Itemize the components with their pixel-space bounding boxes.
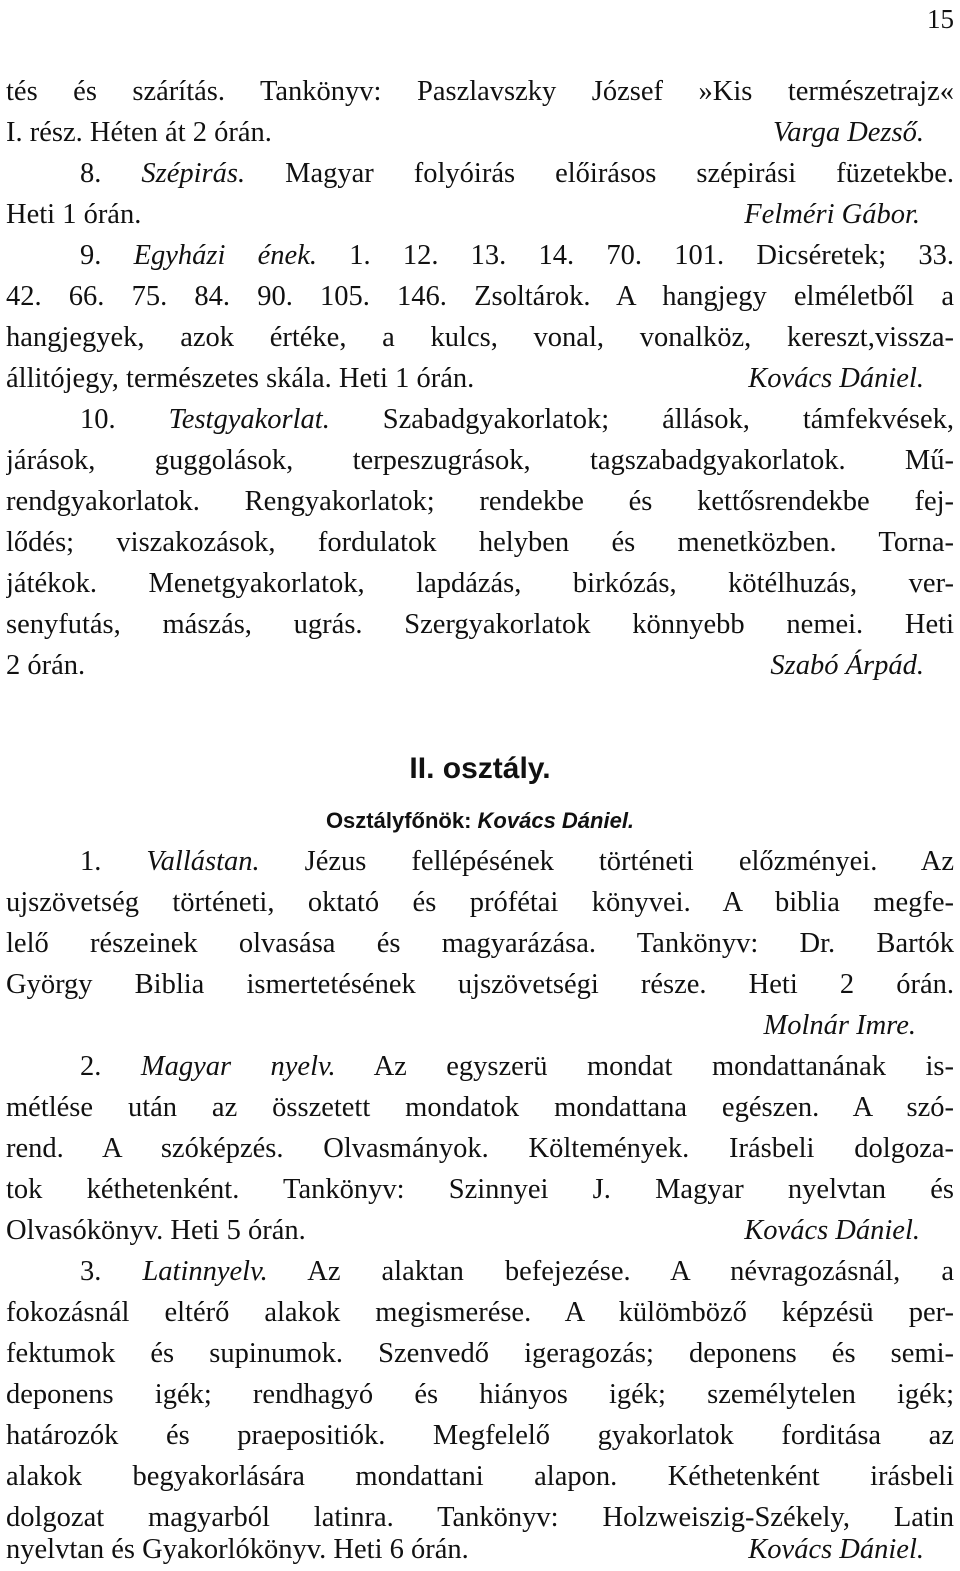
text-line: járások, guggolások, terpeszugrások, tagszabadgyakorlatok. Mű- (6, 445, 954, 476)
text-line: ujszövetség történeti, oktató és prófétai könyvei. A biblia megfe- (6, 887, 954, 918)
head-teacher-label: Osztályfőnök: (325, 808, 472, 833)
text-fragment: nyelvtan és Gyakorlókönyv. Heti 6 órán. (6, 1534, 469, 1565)
teacher-name: Felméri Gábor. (744, 199, 920, 230)
text-fragment: 1. 12. 13. 14. 70. 101. Dicséretek; 33. (349, 240, 954, 271)
subject-line (80, 1252, 954, 1292)
text-line: lelő részeinek olvasása és magyarázása. Tankönyv: Dr. Bartók (6, 928, 954, 959)
subject-line (80, 154, 954, 194)
teacher-name: Kovács Dániel. (748, 363, 924, 394)
text-line: métlése után az összetett mondatok mondattana egészen. A szó- (6, 1092, 954, 1123)
text-fragment: Az egyszerü mondat mondattanának is- (373, 1051, 954, 1082)
text-fragment: 2 órán. (6, 650, 86, 681)
text-line: fektumok és supinumok. Szenvedő igeragozás; deponens és semi- (6, 1338, 954, 1369)
text-fragment: Szabadgyakorlatok; állások, támfekvések, (382, 404, 954, 435)
subject-title: Magyar nyelv. (140, 1051, 336, 1082)
subject-title: Szépirás. (141, 158, 246, 189)
text-line: deponens igék; rendhagyó és hiányos igék; személytelen igék; (6, 1379, 954, 1410)
teacher-name: Kovács Dániel. (748, 1534, 924, 1565)
teacher-name: Molnár Imre. (763, 1010, 916, 1041)
subject-title: Egyházi ének. (133, 240, 317, 271)
subject-number: 8. (80, 158, 102, 189)
text-line: alakok begyakorlására mondattani alapon. Kéthetenként irásbeli (6, 1461, 954, 1492)
text-line: fokozásnál eltérő alakok megismerése. A külömböző képzésü per- (6, 1297, 954, 1328)
head-teacher-name: Kovács Dániel. (477, 808, 635, 833)
text-fragment: Olvasókönyv. Heti 5 órán. (6, 1215, 306, 1246)
text-fragment: Magyar folyóirás előirásos szépirási füzetekbe. (285, 158, 954, 189)
text-line (6, 359, 954, 399)
subject-number: 10. (80, 404, 116, 435)
class-title: II. osztály. (409, 752, 551, 785)
text-line: dolgozat magyarból latinra. Tankönyv: Holzweiszig-Székely, Latin (6, 1502, 954, 1533)
text-line (6, 646, 954, 686)
subject-title: Latinnyelv. (142, 1256, 268, 1287)
teacher-name: Kovács Dániel. (744, 1215, 920, 1246)
text-line (6, 113, 954, 153)
text-line: határozók és praepositiók. Megfelelő gyakorlatok forditása az (6, 1420, 954, 1451)
text-line (6, 1211, 954, 1251)
teacher-name: Szabó Árpád. (770, 650, 924, 681)
text-fragment: állitójegy, természetes skála. Heti 1 órán. (6, 363, 475, 394)
text-line: hangjegyek, azok értéke, a kulcs, vonal, vonalköz, kereszt,vissza- (6, 322, 954, 353)
subject-title: Testgyakorlat. (168, 404, 330, 435)
text-line: rendgyakorlatok. Rengyakorlatok; rendekbe és kettősrendekbe fej- (6, 486, 954, 517)
teacher-name: Varga Dezső. (773, 117, 924, 148)
text-line: játékok. Menetgyakorlatok, lapdázás, birkózás, kötélhuzás, ver- (6, 568, 954, 599)
subject-line (80, 236, 954, 276)
subject-number: 2. (80, 1051, 102, 1082)
text-line: tés és szárítás. Tankönyv: Paszlavszky József »Kis természetrajz« (6, 76, 954, 107)
text-fragment: Az alaktan befejezése. A névragozásnál, a (307, 1256, 954, 1287)
text-line: lődés; viszakozások, fordulatok helyben és menetközben. Torna- (6, 527, 954, 558)
text-line: 42. 66. 75. 84. 90. 105. 146. Zsoltárok. A hangjegy elméletből a (6, 281, 954, 312)
subject-title: Vallástan. (146, 846, 260, 877)
text-line: György Biblia ismertetésének ujszövetségi része. Heti 2 órán. (6, 969, 954, 1000)
subject-line (80, 400, 954, 440)
subject-number: 1. (80, 846, 102, 877)
subject-line (80, 1047, 954, 1087)
text-fragment: Heti 1 órán. (6, 199, 142, 230)
text-line (6, 1530, 954, 1570)
subject-number: 9. (80, 240, 102, 271)
class-head-teacher (0, 808, 960, 834)
text-line: rend. A szóképzés. Olvasmányok. Költemények. Irásbeli dolgoza- (6, 1133, 954, 1164)
subject-line (80, 842, 954, 882)
subject-number: 3. (80, 1256, 102, 1287)
text-line (6, 195, 954, 235)
text-fragment: Jézus fellépésének történeti előzményei. Az (304, 846, 954, 877)
text-fragment: I. rész. Héten át 2 órán. (6, 117, 272, 148)
text-line: tok kéthetenként. Tankönyv: Szinnyei J. Magyar nyelvtan és (6, 1174, 954, 1205)
page-number: 15 (927, 4, 954, 34)
text-line: senyfutás, mászás, ugrás. Szergyakorlatok könnyebb nemei. Heti (6, 609, 954, 640)
